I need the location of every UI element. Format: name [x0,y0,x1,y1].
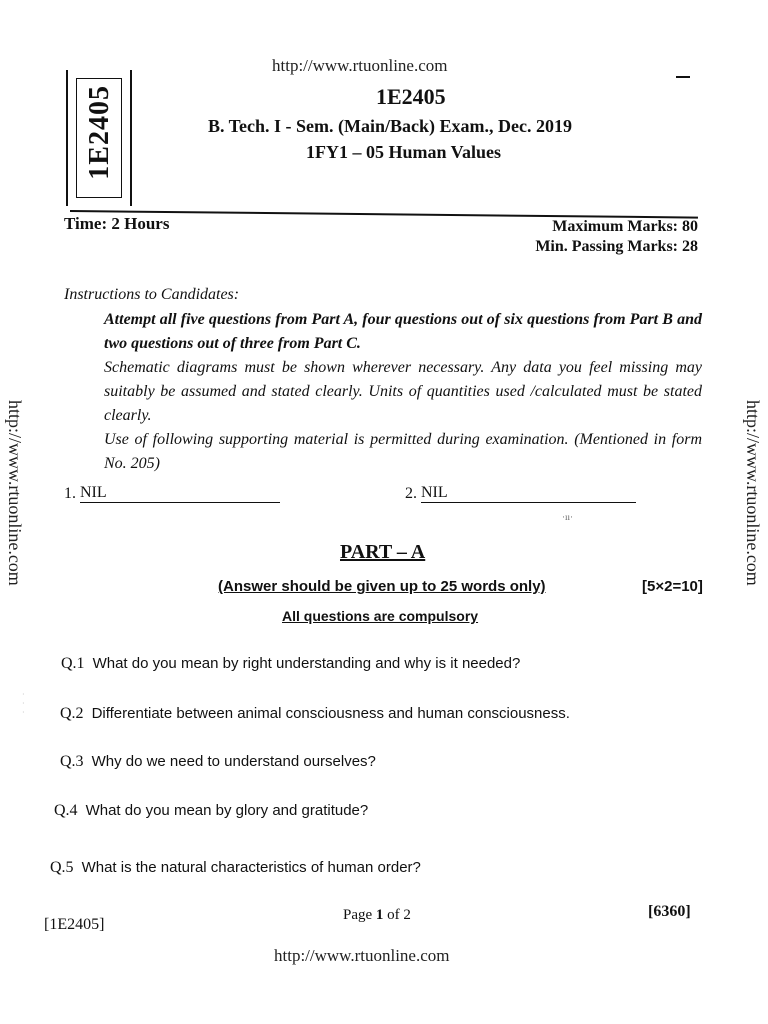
exam-duration: Time: 2 Hours [64,214,170,233]
question-item [50,859,421,877]
question-text: What is the natural characteristics of human order? [81,859,421,876]
paper-code: 1E2405 [376,84,446,109]
paper-code-frame [76,78,122,198]
pen-scribble: ·ıı· [562,512,573,522]
footer-paper-code: [1E2405] [44,916,105,933]
top-watermark-url: http://www.rtuonline.com [272,56,448,75]
material-value-line [80,484,280,503]
question-item [60,705,570,723]
exam-title: B. Tech. I - Sem. (Main/Back) Exam., Dec. 2019 [208,116,572,136]
instructions-list [104,308,702,476]
question-item [54,802,368,820]
subject-title: 1FY1 – 05 Human Values [306,142,502,162]
page-total: 2 [403,907,411,923]
question-text: Differentiate between animal consciousness and human consciousness. [91,705,570,722]
instruction-item: Use of following supporting material is permitted during examination. (Mentioned in form No. 205) [104,431,702,472]
question-text: What do you mean by right understanding and why is it needed? [92,655,521,672]
paper-code-box [66,70,132,206]
right-watermark-url: http://www.rtuonline.com [743,400,763,586]
bottom-watermark-url: http://www.rtuonline.com [274,946,450,965]
min-passing-marks: Min. Passing Marks: 28 [535,238,698,255]
supporting-material-1 [64,484,280,503]
instruction-item: Schematic diagrams must be shown wherever necessary. Any data you feel missing may suitably be assumed and stated clearly. Units of quantities used /calculated must be stated clearly. [104,359,702,424]
page-number [343,907,411,924]
question-number: Q.4 [54,802,78,819]
part-a-title: PART – A [340,541,426,563]
material-number: 1. [64,485,76,502]
question-number: Q.2 [60,705,84,722]
question-number: Q.3 [60,753,84,770]
material-value-line [421,484,636,503]
instruction-item: Attempt all five questions from Part A, four questions out of six questions from Part B and two questions out of three from Part C. [104,311,702,352]
question-item [61,655,520,673]
answer-length-note: (Answer should be given up to 25 words only) [218,578,546,595]
header-corner-mark [676,70,690,78]
page-prefix: Page [343,907,376,923]
footer-serial-number: [6360] [648,903,691,920]
material-value: NIL [421,484,448,501]
compulsory-note: All questions are compulsory [282,608,479,624]
question-text: Why do we need to understand ourselves? [91,753,376,770]
left-watermark-url: http://www.rtuonline.com [5,400,25,586]
part-a-marks: [5×2=10] [642,578,703,595]
supporting-material-2 [405,484,636,503]
question-item [60,753,376,771]
vertical-paper-code: 1E2405 [84,85,115,180]
page-separator: of [383,907,404,923]
question-number: Q.5 [50,859,74,876]
question-number: Q.1 [61,655,85,672]
instructions-heading: Instructions to Candidates: [64,286,240,303]
margin-specks: · · · [22,690,25,717]
page-current: 1 [375,907,384,923]
material-number: 2. [405,485,417,502]
material-value: NIL [80,484,107,501]
question-text: What do you mean by glory and gratitude? [85,802,369,819]
maximum-marks: Maximum Marks: 80 [552,218,698,235]
